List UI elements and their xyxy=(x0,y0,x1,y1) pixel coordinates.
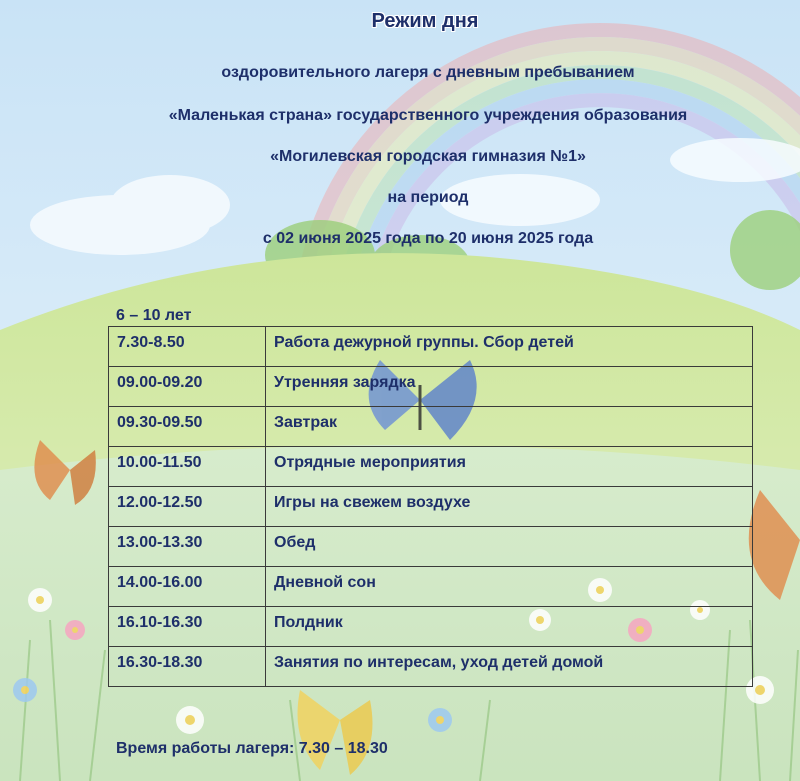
time-cell: 13.00-13.30 xyxy=(109,527,266,567)
subtitle-line-4: на период xyxy=(387,189,469,206)
page-title: Режим дня xyxy=(371,10,479,32)
subtitle-line-1: оздоровительного лагеря с дневным пребыванием xyxy=(221,64,635,81)
working-hours: Время работы лагеря: 7.30 – 18.30 xyxy=(116,740,388,757)
time-cell: 09.30-09.50 xyxy=(109,407,266,447)
time-cell: 10.00-11.50 xyxy=(109,447,266,487)
activity-cell: Полдник xyxy=(266,607,753,647)
table-row xyxy=(109,327,753,367)
schedule-table xyxy=(108,326,753,687)
time-cell: 7.30-8.50 xyxy=(109,327,266,367)
activity-cell: Обед xyxy=(266,527,753,567)
activity-cell: Игры на свежем воздухе xyxy=(266,487,753,527)
table-row xyxy=(109,367,753,407)
table-row xyxy=(109,647,753,687)
activity-cell: Отрядные мероприятия xyxy=(266,447,753,487)
time-cell: 14.00-16.00 xyxy=(109,567,266,607)
activity-cell: Дневной сон xyxy=(266,567,753,607)
time-cell: 16.10-16.30 xyxy=(109,607,266,647)
table-row xyxy=(109,527,753,567)
activity-cell: Утренняя зарядка xyxy=(266,367,753,407)
age-group-label: 6 – 10 лет xyxy=(116,307,192,324)
subtitle-line-5: с 02 июня 2025 года по 20 июня 2025 года xyxy=(262,230,594,247)
activity-cell: Завтрак xyxy=(266,407,753,447)
table-row xyxy=(109,607,753,647)
subtitle-line-3: «Могилевская городская гимназия №1» xyxy=(270,148,586,165)
time-cell: 16.30-18.30 xyxy=(109,647,266,687)
table-row xyxy=(109,567,753,607)
activity-cell: Занятия по интересам, уход детей домой xyxy=(266,647,753,687)
table-row xyxy=(109,407,753,447)
activity-cell: Работа дежурной группы. Сбор детей xyxy=(266,327,753,367)
table-row xyxy=(109,487,753,527)
table-row xyxy=(109,447,753,487)
subtitle-line-2: «Маленькая страна» государственного учреждения образования xyxy=(168,107,688,124)
time-cell: 09.00-09.20 xyxy=(109,367,266,407)
time-cell: 12.00-12.50 xyxy=(109,487,266,527)
